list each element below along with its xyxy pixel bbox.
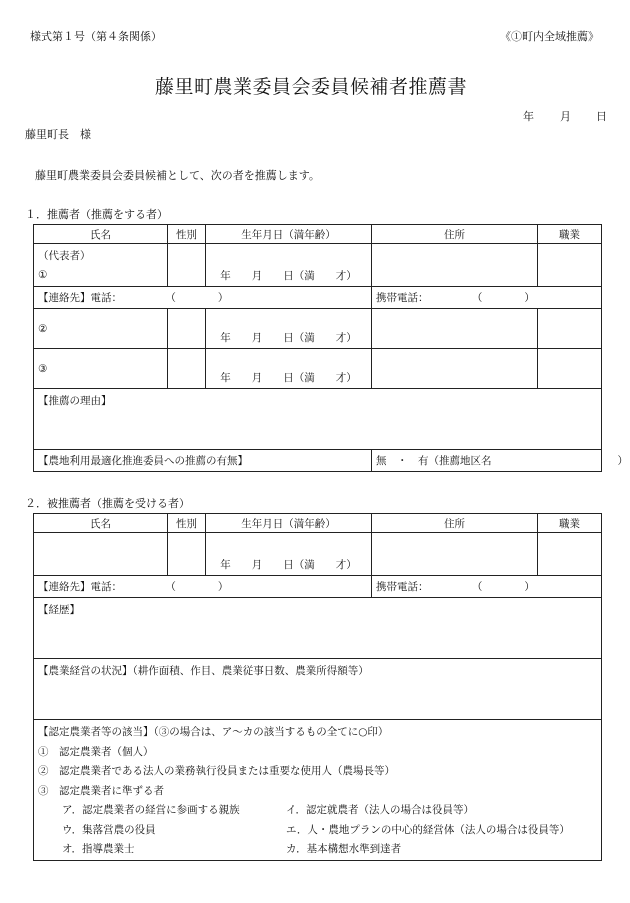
rec1-dob-text: 年 月 日（満 才） (220, 270, 357, 282)
cert-item-2[interactable]: ② 認定農業者である法人の業務執行役員または重要な使用人（農場長等） (38, 765, 395, 777)
rec3-marker: ③ (38, 362, 48, 375)
rec1-mobile-cell[interactable] (372, 287, 602, 309)
col-dob: 生年月日（満年齢） (206, 514, 372, 533)
promo-label-cell (34, 450, 372, 472)
rec2-name-cell[interactable] (34, 309, 168, 349)
rec1-marker: ① (38, 269, 48, 281)
col-occupation: 職業 (538, 225, 602, 244)
contact-label: 【連絡先】電話： (38, 292, 122, 304)
col-gender: 性別 (168, 225, 206, 244)
nominee-contact-cell[interactable] (34, 576, 372, 598)
nominee-occupation-cell[interactable] (538, 533, 602, 576)
mobile-paren: （ ） (471, 581, 535, 593)
nominee-table (33, 513, 602, 861)
col-address: 住所 (372, 225, 538, 244)
rec1-address-cell[interactable] (372, 244, 538, 287)
date-year: 年 (523, 110, 534, 123)
rec3-name-cell[interactable] (34, 349, 168, 389)
col-name: 氏名 (34, 514, 168, 533)
rec2-address-cell[interactable] (372, 309, 538, 349)
cert-cell[interactable] (34, 720, 602, 861)
cert-label: 【認定農業者等の該当】（③の場合は、ア～カの該当するもの全てに○印） (38, 726, 389, 738)
promo-label: 【農地利用最適化推進委員への推薦の有無】 (38, 455, 248, 467)
rec2-dob-text: 年 月 日（満 才） (220, 332, 357, 344)
sub-row-2 (38, 821, 597, 841)
col-occupation: 職業 (538, 514, 602, 533)
sub-item-u[interactable]: ウ．集落営農の役員 (62, 823, 156, 836)
sub-item-ka[interactable]: カ．基本構想水準到達者 (286, 843, 402, 855)
nominee-address-cell[interactable] (372, 533, 538, 576)
mobile-label: 携帯電話： (376, 581, 429, 593)
addressee: 藤里町長 様 (25, 128, 91, 141)
col-gender: 性別 (168, 514, 206, 533)
date-day: 日 (596, 110, 607, 123)
date-month: 月 (560, 110, 571, 123)
promo-options: 無 ・ 有（推薦地区名 ） (376, 455, 628, 467)
col-name: 氏名 (34, 225, 168, 244)
rec3-dob-cell[interactable] (206, 349, 372, 389)
section1-heading: １．推薦者（推薦をする者） (25, 208, 168, 221)
rep-label: （代表者） (38, 250, 91, 262)
sub-item-o[interactable]: オ．指導農業士 (62, 843, 135, 855)
sub-row-1 (38, 801, 597, 821)
reason-label: 【推薦の理由】 (38, 395, 112, 407)
career-label: 【経歴】 (38, 604, 80, 616)
nominee-name-cell[interactable] (34, 533, 168, 576)
sub-item-i[interactable]: イ．認定就農者（法人の場合は役員等） (286, 804, 475, 816)
rec2-marker: ② (38, 322, 48, 335)
rec1-contact-cell[interactable] (34, 287, 372, 309)
document-title: 藤里町農業委員会委員候補者推薦書 (155, 76, 468, 98)
col-dob: 生年月日（満年齢） (206, 225, 372, 244)
section2-heading: ２．被推薦者（推薦を受ける者） (25, 497, 190, 510)
cert-item-1[interactable]: ① 認定農業者（個人） (38, 745, 154, 758)
mobile-label: 携帯電話： (376, 292, 429, 304)
rec3-occupation-cell[interactable] (538, 349, 602, 389)
scope-label: 《①町内全域推薦》 (500, 30, 599, 43)
sub-row-3 (38, 840, 597, 860)
rec2-occupation-cell[interactable] (538, 309, 602, 349)
reason-cell[interactable] (34, 389, 602, 450)
col-address: 住所 (372, 514, 538, 533)
recommender-table (33, 224, 628, 472)
sub-item-a[interactable]: ア．認定農業者の経営に参画する親族 (62, 804, 240, 816)
farming-cell[interactable] (34, 659, 602, 720)
cert-item-3[interactable]: ③ 認定農業者に準ずる者 (38, 784, 164, 797)
contact-paren: （ ） (165, 581, 229, 593)
rec2-dob-cell[interactable] (206, 309, 372, 349)
nominee-gender-cell[interactable] (168, 533, 206, 576)
nominee-dob-cell[interactable] (206, 533, 372, 576)
career-cell[interactable] (34, 598, 602, 659)
nominee-dob-text: 年 月 日（満 才） (220, 559, 357, 571)
rec1-gender-cell[interactable] (168, 244, 206, 287)
contact-label: 【連絡先】電話： (38, 581, 122, 593)
rec1-name-cell[interactable] (34, 244, 168, 287)
form-number: 様式第１号（第４条関係） (30, 30, 162, 43)
nominee-mobile-cell[interactable] (372, 576, 602, 598)
rec3-address-cell[interactable] (372, 349, 538, 389)
rec3-dob-text: 年 月 日（満 才） (220, 372, 357, 384)
mobile-paren: （ ） (471, 292, 535, 304)
contact-paren: （ ） (165, 292, 229, 304)
rec1-occupation-cell[interactable] (538, 244, 602, 287)
rec1-dob-cell[interactable] (206, 244, 372, 287)
rec2-gender-cell[interactable] (168, 309, 206, 349)
intro-text: 藤里町農業委員会委員候補として、次の者を推薦します。 (35, 169, 320, 182)
rec3-gender-cell[interactable] (168, 349, 206, 389)
farming-label: 【農業経営の状況】（耕作面積、作目、農業従事日数、農業所得額等） (38, 665, 369, 677)
sub-item-e[interactable]: エ．人・農地プランの中心的経営体（法人の場合は役員等） (286, 823, 570, 836)
promo-options-cell[interactable] (372, 450, 628, 472)
